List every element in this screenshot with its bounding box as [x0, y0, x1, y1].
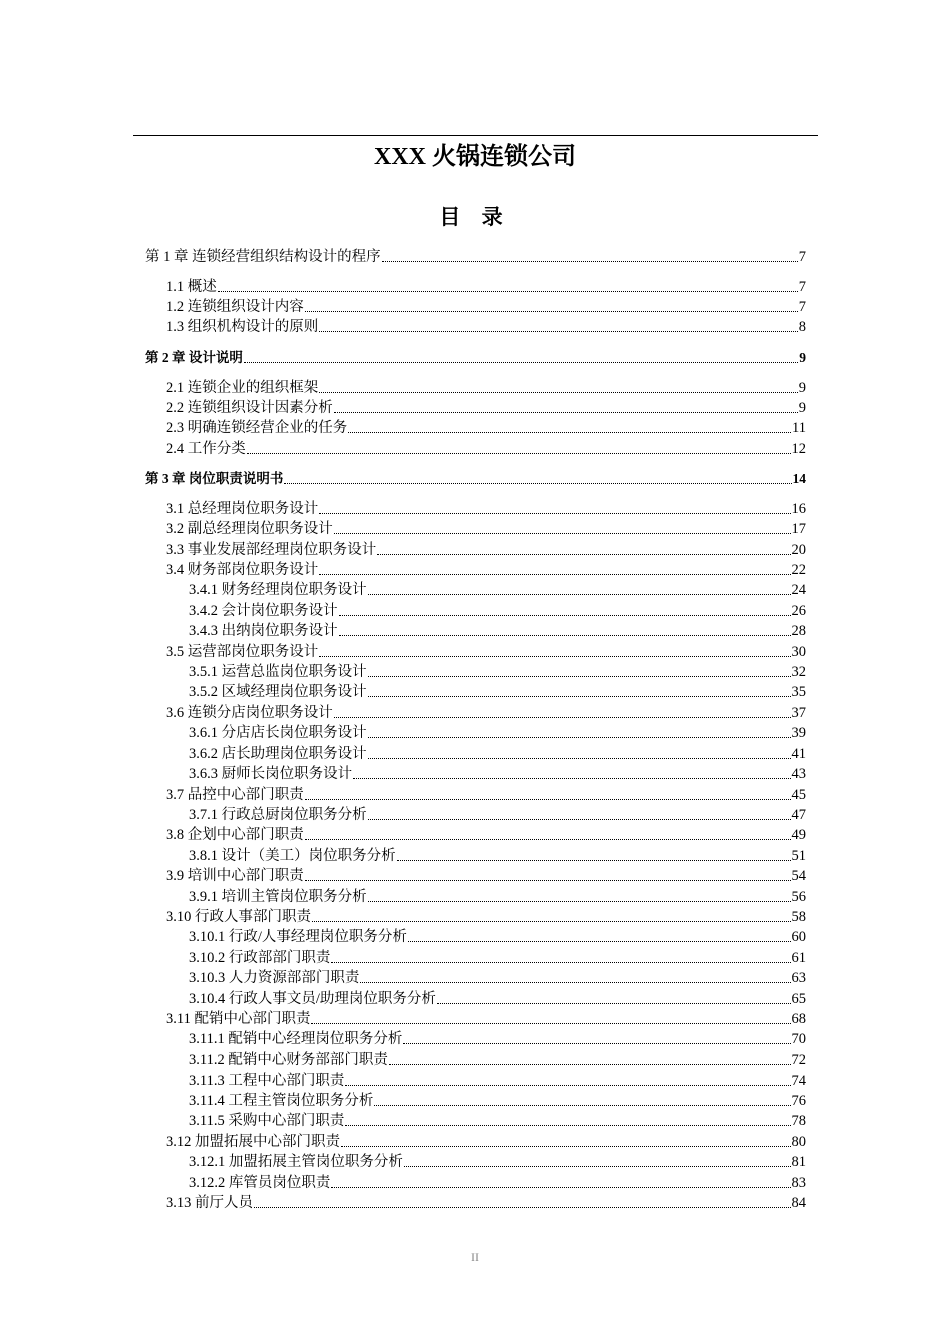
toc-page-number: 8: [798, 319, 806, 335]
toc-entry[interactable]: [166, 499, 806, 519]
toc-page-number: 68: [791, 1011, 806, 1027]
toc-page-number: 76: [791, 1093, 806, 1109]
toc-entry-title: 3.7 品控中心部门职责: [166, 787, 304, 803]
toc-page-number: 24: [791, 582, 806, 598]
toc-entry[interactable]: [166, 866, 806, 886]
toc-entry-title: 3.4.3 出纳岗位职务设计: [189, 623, 338, 639]
toc-page-number: 63: [791, 970, 806, 986]
toc-dot-leader: [305, 866, 791, 881]
toc-entry[interactable]: [166, 560, 806, 580]
toc-entry[interactable]: [189, 1111, 806, 1131]
toc-entry[interactable]: [189, 662, 806, 682]
toc-entry[interactable]: [166, 1132, 806, 1152]
toc-page-number: 22: [791, 562, 806, 578]
toc-dot-leader: [368, 723, 791, 738]
toc-page-number: 14: [792, 471, 806, 486]
toc-entry[interactable]: [189, 887, 806, 907]
toc-dot-leader: [368, 662, 791, 677]
toc-entry-title: 3.6.1 分店店长岗位职务设计: [189, 725, 367, 741]
toc-page-number: 43: [791, 766, 806, 782]
toc-entry[interactable]: [189, 1152, 806, 1172]
toc-dot-leader: [331, 948, 790, 963]
toc-dot-leader: [331, 1173, 790, 1188]
toc-page-number: 9: [799, 350, 806, 365]
toc-page-number: 26: [791, 603, 806, 619]
toc-entry[interactable]: [166, 378, 806, 398]
toc-entry-title: 3.10 行政人事部门职责: [166, 909, 311, 925]
toc-dot-leader: [404, 1152, 791, 1167]
toc-page-number: 17: [791, 521, 806, 537]
toc-entry-title: 3.4.1 财务经理岗位职务设计: [189, 582, 367, 598]
toc-entry[interactable]: [189, 927, 806, 947]
toc-entry[interactable]: [189, 948, 806, 968]
toc-entry-title: 3.4.2 会计岗位职务设计: [189, 603, 338, 619]
toc-dot-leader: [403, 1029, 790, 1044]
toc-page-number: 37: [791, 705, 806, 721]
toc-dot-leader: [319, 560, 790, 575]
toc-entry-title: 2.4 工作分类: [166, 441, 246, 457]
toc-entry-title: 3.6 连锁分店岗位职务设计: [166, 705, 333, 721]
toc-dot-leader: [319, 642, 790, 657]
toc-page-number: 39: [791, 725, 806, 741]
toc-page-number: 16: [791, 501, 806, 517]
toc-page-number: 9: [798, 380, 806, 396]
toc-chapter-entry[interactable]: [145, 247, 806, 267]
toc-entry[interactable]: [189, 621, 806, 641]
toc-page-number: 30: [791, 644, 806, 660]
toc-dot-leader: [247, 439, 791, 454]
toc-entry[interactable]: [189, 1029, 806, 1049]
toc-dot-leader: [368, 805, 791, 820]
toc-entry-title: 3.6.2 店长助理岗位职务设计: [189, 746, 367, 762]
toc-page-number: 54: [791, 868, 806, 884]
toc-entry-title: 3.9 培训中心部门职责: [166, 868, 304, 884]
toc-dot-leader: [368, 682, 791, 697]
toc-entry[interactable]: [189, 1071, 806, 1091]
toc-entry-title: 1.1 概述: [166, 279, 217, 295]
toc-page-number: 78: [791, 1113, 806, 1129]
toc-dot-leader: [284, 469, 791, 484]
toc-entry[interactable]: [189, 846, 806, 866]
toc-dot-leader: [334, 519, 791, 534]
toc-entry-title: 3.9.1 培训主管岗位职务分析: [189, 889, 367, 905]
toc-page-number: 80: [791, 1134, 806, 1150]
toc-dot-leader: [374, 1091, 790, 1106]
toc-entry-title: 3.11.3 工程中心部门职责: [189, 1073, 345, 1089]
toc-dot-leader: [319, 378, 798, 393]
toc-entry[interactable]: [189, 744, 806, 764]
toc-dot-leader: [437, 989, 791, 1004]
toc-entry[interactable]: [189, 682, 806, 702]
toc-entry-title: 3.4 财务部岗位职务设计: [166, 562, 319, 578]
toc-dot-leader: [319, 499, 790, 514]
toc-entry-title: 3.11.5 采购中心部门职责: [189, 1113, 345, 1129]
page-number: II: [471, 1250, 479, 1264]
toc-dot-leader: [339, 621, 791, 636]
toc-entry-title: 3.11 配销中心部门职责: [166, 1011, 311, 1027]
toc-page-number: 61: [791, 950, 806, 966]
toc-page-number: 12: [791, 441, 806, 457]
toc-entry-title: 3.10.2 行政部部门职责: [189, 950, 331, 966]
toc-entry[interactable]: [189, 723, 806, 743]
toc-dot-leader: [353, 764, 790, 779]
toc-page-number: 9: [798, 400, 806, 416]
toc-chapter-entry[interactable]: [145, 469, 806, 489]
toc-entry[interactable]: [166, 642, 806, 662]
toc-entry-title: 2.3 明确连锁经营企业的任务: [166, 420, 348, 436]
toc-entry[interactable]: [189, 764, 806, 784]
toc-page-number: 72: [791, 1052, 806, 1068]
toc-dot-leader: [397, 846, 791, 861]
toc-entry[interactable]: [166, 297, 806, 317]
toc-entry[interactable]: [189, 968, 806, 988]
toc-page-number: 51: [791, 848, 806, 864]
toc-dot-leader: [312, 907, 791, 922]
toc-page-number: 7: [798, 299, 806, 315]
toc-dot-leader: [389, 1050, 791, 1065]
toc-page-number: 20: [791, 542, 806, 558]
toc-entry-title: 3.12 加盟拓展中心部门职责: [166, 1134, 340, 1150]
toc-page-number: 70: [791, 1031, 806, 1047]
toc-page-number: 60: [791, 929, 806, 945]
toc-dot-leader: [382, 247, 798, 262]
toc-page-number: 47: [791, 807, 806, 823]
toc-page-number: 41: [791, 746, 806, 762]
toc-entry[interactable]: [166, 439, 806, 459]
toc-entry[interactable]: [189, 1050, 806, 1070]
toc-entry[interactable]: [166, 317, 806, 337]
toc-entry-title: 3.5.1 运营总监岗位职务设计: [189, 664, 367, 680]
toc-entry[interactable]: [189, 805, 806, 825]
toc-page-number: 35: [791, 684, 806, 700]
toc-dot-leader: [244, 348, 798, 363]
toc-entry-title: 3.13 前厅人员: [166, 1195, 253, 1211]
toc-entry[interactable]: [166, 907, 806, 927]
toc-entry[interactable]: [189, 580, 806, 600]
toc-entry-title: 3.8.1 设计（美工）岗位职务分析: [189, 848, 396, 864]
toc-dot-leader: [334, 398, 798, 413]
toc-page-number: 45: [791, 787, 806, 803]
toc-page-number: 28: [791, 623, 806, 639]
toc-dot-leader: [368, 887, 791, 902]
toc-page-number: 58: [791, 909, 806, 925]
toc-dot-leader: [348, 418, 791, 433]
document-title: XXX 火锅连锁公司: [374, 144, 576, 170]
toc-entry-title: 3.6.3 厨师长岗位职务设计: [189, 766, 353, 782]
toc-entry-title: 3.8 企划中心部门职责: [166, 827, 304, 843]
toc-entry[interactable]: [189, 601, 806, 621]
toc-dot-leader: [345, 1111, 790, 1126]
toc-dot-leader: [305, 825, 791, 840]
toc-entry-title: 2.1 连锁企业的组织框架: [166, 380, 319, 396]
toc-entry-title: 第 2 章 设计说明: [145, 350, 243, 365]
toc-entry-title: 3.5.2 区域经理岗位职务设计: [189, 684, 367, 700]
toc-page-number: 7: [798, 249, 806, 265]
toc-entry[interactable]: [166, 398, 806, 418]
toc-dot-leader: [341, 1132, 791, 1147]
toc-dot-leader: [305, 297, 798, 312]
toc-page-number: 56: [791, 889, 806, 905]
toc-entry[interactable]: [166, 519, 806, 539]
toc-entry-title: 第 3 章 岗位职责说明书: [145, 471, 284, 486]
toc-page-number: 81: [791, 1154, 806, 1170]
toc-page-number: 65: [791, 991, 806, 1007]
toc-entry[interactable]: [189, 989, 806, 1009]
toc-entry-title: 3.10.1 行政/人事经理岗位职务分析: [189, 929, 407, 945]
toc-entry-title: 3.1 总经理岗位职务设计: [166, 501, 319, 517]
toc-entry[interactable]: [166, 785, 806, 805]
toc-entry[interactable]: [166, 703, 806, 723]
toc-entry[interactable]: [166, 1009, 806, 1029]
toc-entry-title: 3.7.1 行政总厨岗位职务分析: [189, 807, 367, 823]
toc-entry[interactable]: [166, 277, 806, 297]
toc-entry[interactable]: [166, 418, 806, 438]
toc-dot-leader: [311, 1009, 790, 1024]
toc-page-number: 84: [791, 1195, 806, 1211]
toc-entry-title: 1.3 组织机构设计的原则: [166, 319, 319, 335]
toc-dot-leader: [339, 601, 791, 616]
toc-dot-leader: [377, 540, 790, 555]
toc-entry-title: 3.10.3 人力资源部部门职责: [189, 970, 360, 986]
toc-dot-leader: [368, 580, 791, 595]
toc-dot-leader: [334, 703, 791, 718]
toc-entry-title: 3.10.4 行政人事文员/助理岗位职务分析: [189, 991, 436, 1007]
toc-page-number: 83: [791, 1175, 806, 1191]
toc-page-number: 74: [791, 1073, 806, 1089]
toc-entry-title: 3.3 事业发展部经理岗位职务设计: [166, 542, 377, 558]
toc-entry-title: 2.2 连锁组织设计因素分析: [166, 400, 333, 416]
toc-entry-title: 3.5 运营部岗位职务设计: [166, 644, 319, 660]
toc-entry[interactable]: [189, 1091, 806, 1111]
toc-entry[interactable]: [166, 825, 806, 845]
toc-dot-leader: [218, 277, 798, 292]
toc-dot-leader: [360, 968, 790, 983]
toc-entry[interactable]: [166, 1193, 806, 1213]
toc-page-number: 11: [792, 420, 806, 436]
toc-entry[interactable]: [166, 540, 806, 560]
toc-dot-leader: [345, 1071, 790, 1086]
toc-page-number: 7: [798, 279, 806, 295]
toc-dot-leader: [305, 785, 791, 800]
toc-dot-leader: [319, 317, 798, 332]
toc-dot-leader: [408, 927, 791, 942]
toc-entry-title: 1.2 连锁组织设计内容: [166, 299, 304, 315]
toc-entry-title: 3.11.1 配销中心经理岗位职务分析: [189, 1031, 403, 1047]
toc-entry-title: 3.11.4 工程主管岗位职务分析: [189, 1093, 374, 1109]
toc-page-number: 32: [791, 664, 806, 680]
toc-entry-title: 3.12.1 加盟拓展主管岗位职务分析: [189, 1154, 403, 1170]
toc-entry[interactable]: [189, 1173, 806, 1193]
toc-dot-leader: [368, 744, 791, 759]
toc-entry-title: 3.12.2 库管员岗位职责: [189, 1175, 331, 1191]
toc-dot-leader: [254, 1193, 791, 1208]
toc-chapter-entry[interactable]: [145, 348, 806, 368]
toc-heading: 目 录: [439, 205, 511, 229]
toc-entry-title: 3.2 副总经理岗位职务设计: [166, 521, 333, 537]
toc-entry-title: 3.11.2 配销中心财务部部门职责: [189, 1052, 388, 1068]
toc-entry-title: 第 1 章 连锁经营组织结构设计的程序: [145, 249, 381, 265]
toc-page-number: 49: [791, 827, 806, 843]
